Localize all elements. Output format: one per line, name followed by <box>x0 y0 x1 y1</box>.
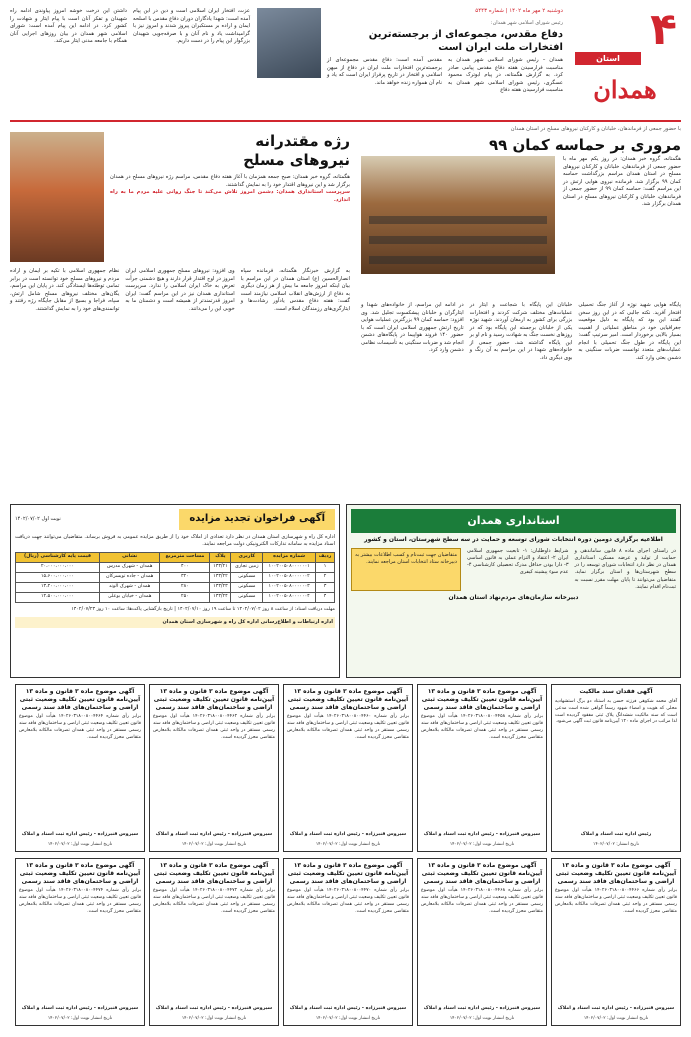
auction-cell: ۳۲۰ <box>160 572 210 582</box>
auction-footer: اداره ارتباطات و اطلاع‌رسانی اداره کل راه و شهرسازی استان همدان <box>15 617 335 628</box>
auction-row <box>16 592 335 602</box>
auction-cell: ۱۰۰۲۰۰۵۰۸۰۰۰۰۰۰۱ <box>263 562 316 572</box>
story-b-lead-block <box>110 174 350 204</box>
legal-notice <box>551 858 681 1026</box>
notice-signature: سیروس قنبرزاده - رئیس اداره ثبت اسناد و املاک <box>557 1006 675 1012</box>
auction-cell: ۱۵،۶۰۰،۰۰۰،۰۰۰ <box>16 572 100 582</box>
notice-title: آگهی موضوع ماده ۳ قانون و ماده ۱۳ آیین‌نامه قانون تعیین تکلیف وضعیت ثبتی اراضی و ساختمان‌های فاقد سند رسمی <box>555 862 677 885</box>
notice-text: برابر رأی شماره ۱۴۰۲۶۰۳۱۸۰۰۸۰۰۴۴۶۲ هیأت اول موضوع قانون تعیین تکلیف وضعیت ثبتی اراضی و ساختمان‌های فاقد سند رسمی مستقر در واحد ثبتی همدان تصرفات مالکانه بلامعارض متقاضی محرز گردیده است. <box>152 714 275 741</box>
governorate-ad <box>346 504 681 678</box>
notice-title: آگهی موضوع ماده ۳ قانون و ماده ۱۳ آیین‌نامه قانون تعیین تکلیف وضعیت ثبتی اراضی و ساختمان‌های فاقد سند رسمی <box>287 688 409 711</box>
auction-cell: همدان - جاده تویسرکان <box>99 572 159 582</box>
auction-cell: ۲۸۰ <box>160 582 210 592</box>
legal-notice <box>551 684 681 852</box>
auction-row <box>16 582 335 592</box>
notice-title: آگهی موضوع ماده ۳ قانون و ماده ۱۳ آیین‌نامه قانون تعیین تکلیف وضعیت ثبتی اراضی و ساختمان‌های فاقد سند رسمی <box>19 862 141 885</box>
story-a-subtitle: با حضور جمعی از فرماندهان، خلبانان و کارکنان نیروهای مسلح در استان همدان <box>510 126 681 132</box>
auction-title: آگهی فراخوان تجدید مزایده <box>179 509 335 530</box>
page-number: ۴ <box>650 4 677 55</box>
auction-ad <box>10 504 340 678</box>
story-a-photo <box>361 156 555 274</box>
notice-signature: سیروس قنبرزاده - رئیس اداره ثبت اسناد و املاک <box>289 832 407 838</box>
top-story-col1: همدان – رئیس شورای اسلامی شهر همدان به مناسبت فرارسیدن هفته دفاع مقدس پیامی صادر کرد. به گزارش هگمتانه، در پیام ابوترک محمود عسگری، رئیس شورای اسلامی شهر همدان به مناسبت فرارسیدن هفته دفاع <box>448 57 563 94</box>
notice-date: تاریخ انتشار نوبت اول: ۱۴۰۲/۰۷/۰۲ <box>583 1015 649 1021</box>
top-story-title: دفاع مقدس، مجموعه‌ای از برجسته‌ترین افتخارات ملت ایران است <box>368 29 563 53</box>
story-b-title-line1: رژه مقتدرانه <box>255 132 350 150</box>
auction-intro: اداره کل راه و شهرسازی استان همدان در نظر دارد تعدادی از املاک خود را از طریق مزایده عمومی به فروش برساند. متقاضیان می‌توانند جهت دریافت اسناد مزایده به سامانه تدارکات الکترونیکی دولت مراجعه نمایند. <box>15 533 335 547</box>
top-story <box>327 20 563 95</box>
notice-text: برابر رأی شماره ۱۴۰۲۶۰۳۱۸۰۰۸۰۰۴۴۷۴ هیأت اول موضوع قانون تعیین تکلیف وضعیت ثبتی اراضی و ساختمان‌های فاقد سند رسمی مستقر در واحد ثبتی همدان تصرفات مالکانه بلامعارض متقاضی محرز گردیده است. <box>18 888 141 915</box>
notice-date: تاریخ انتشار نوبت اول: ۱۴۰۲/۰۷/۰۲ <box>181 841 247 847</box>
governorate-subband: اطلاعیه برگزاری دومین دوره انتخابات شورای توسعه و حمایت در سه سطح شهرستان، استان و کشور <box>364 535 663 543</box>
auction-cell: ۴ <box>316 592 335 602</box>
story-a-col3: در ادامه این مراسم، از خانواده‌های شهدا و ایثارگران و خلبانان پیشکسوت تجلیل شد. وی افزود: حماسه کمان ۹۹ بزرگترین عملیات هوایی تاریخ ارتش جمهوری اسلامی ایران است که با حضور ۱۴۰ فروند هواپیما در پایگاه‌های دشمن انجام شد و ضربات سنگینی به تأسیسات نظامی دشمن وارد کرد. <box>360 302 464 354</box>
auction-issue: نوبت اول ۱۴۰۲/۰۷/۰۲ <box>15 515 61 522</box>
notice-signature: سیروس قنبرزاده - رئیس اداره ثبت اسناد و املاک <box>423 832 541 838</box>
notice-date: تاریخ انتشار نوبت اول: ۱۴۰۲/۰۷/۰۲ <box>47 841 113 847</box>
auction-cell: ۱۰۰۲۰۰۵۰۸۰۰۰۰۰۰۴ <box>263 592 316 602</box>
auction-header-cell: مساحت مترمربع <box>160 553 210 563</box>
page-logo-block <box>571 6 681 118</box>
main-stories <box>10 126 681 498</box>
notices-grid <box>10 684 681 1030</box>
legal-notice <box>283 684 413 852</box>
masthead <box>10 6 681 118</box>
top-story-kicker: رئیس شورای اسلامی شهر همدان: <box>490 20 563 26</box>
top-left-col1: عزت، افتخار ایران اسلامی است و دین در این پیام آمده است: شهدا یادگاران دوران دفاع مقدس با اسلحه ایمان و اراده بر مستکبران پیروز شدند و امروز نیز با گرامیداشت یاد و نام آنان و با صرفه‌جویی شهیدان بزرگوار این پیام را در دست داریم. <box>133 8 250 45</box>
auction-header-cell: پلاک <box>210 553 231 563</box>
top-left-col2: داشتن این درخت خوشه امروز پیاوندی ادامه راه شهیدان و تفکر آنان است با پیام ایثار و شهادت را کشور کرد. در ادامه این پیام آمده است: شورای اسلامی شهر همدان در بیان روزهای اجرایی آنان همگام با جامعه مدنی ایثار می‌کند. <box>10 8 127 45</box>
notice-date: تاریخ انتشار نوبت اول: ۱۴۰۲/۰۷/۰۲ <box>449 841 515 847</box>
auction-header-cell: قیمت پایه کارشناسی (ریال) <box>16 553 100 563</box>
governorate-footer: دبیرخانه سازمان‌های مردم‌نهاد استان همدان <box>448 594 579 602</box>
auction-header-cell: کاربری <box>231 553 263 563</box>
notice-signature: سیروس قنبرزاده - رئیس اداره ثبت اسناد و املاک <box>423 1006 541 1012</box>
story-b-photo <box>10 132 104 262</box>
auction-cell: همدان - خیابان بوعلی <box>99 592 159 602</box>
auction-cell: زمین تجاری <box>231 562 263 572</box>
story-b-title <box>110 132 350 170</box>
auction-cell: مسکونی <box>231 572 263 582</box>
governorate-inset: متقاضیان جهت ثبت‌نام و کسب اطلاعات بیشتر به دبیرخانه ستاد انتخابات استان مراجعه نمایند. <box>351 548 461 592</box>
legal-notice <box>283 858 413 1026</box>
auction-cell: ۱۳،۲۰۰،۰۰۰،۰۰۰ <box>16 582 100 592</box>
legal-notice <box>15 858 145 1026</box>
notice-date: تاریخ انتشار نوبت اول: ۱۴۰۲/۰۷/۰۲ <box>181 1015 247 1021</box>
notice-text: آقای محمد شکوهی فرزند حسن به استناد دو برگ استشهادیه محلی که هویت و امضاء شهود رسماً گواهی شده است مدعی است که سند مالکیت ششدانگ پلاک ثبتی مفقود گردیده است لذا مراتب در اجرای ماده ۱۲۰ آیین‌نامه قانون ثبت آگهی می‌شود. <box>555 698 677 725</box>
story-b-col3: نظام جمهوری اسلامی با تکیه بر ایمان و اراده مردم و نیروهای مسلح خود توانسته است در برابر تمامی توطئه‌ها ایستادگی کند. در پایان این مراسم، یگان‌های مختلف نیروهای مسلح شامل ارتش، سپاه، فراجا و بسیج از مقابل جایگاه رژه رفتند و توانمندی‌های خود را به نمایش گذاشتند. <box>10 268 120 312</box>
auction-cell: مسکونی <box>231 582 263 592</box>
notice-signature: سیروس قنبرزاده - رئیس اداره ثبت اسناد و املاک <box>155 832 273 838</box>
auction-cell: ۱۴۳/۲۳ <box>210 582 231 592</box>
legal-notice <box>149 858 279 1026</box>
story-b-lead: هگمتانه، گروه خبر همدان: صبح جمعه همزمان با آغاز هفته دفاع مقدس، مراسم رژه نیروهای مسلح در همدان برگزار شد و این نیروهای اقتدار خود را به نمایش گذاشتند. <box>110 174 350 188</box>
notice-signature: سیروس قنبرزاده - رئیس اداره ثبت اسناد و املاک <box>21 1006 139 1012</box>
notice-signature: سیروس قنبرزاده - رئیس اداره ثبت اسناد و املاک <box>21 832 139 838</box>
auction-cell: ۲ <box>316 572 335 582</box>
story-b-title-line2: نیروهای مسلح <box>243 150 350 169</box>
issue-line: دوشنبه ۲ مهر ماه ۱۴۰۲ | شماره ۵۴۴۳ <box>475 8 563 14</box>
masthead-divider <box>10 120 681 122</box>
notice-signature: سیروس قنبرزاده - رئیس اداره ثبت اسناد و املاک <box>155 1006 273 1012</box>
legal-notice <box>149 684 279 852</box>
auction-cell: ۱ <box>316 562 335 572</box>
legal-notice <box>417 684 547 852</box>
story-b-col1: به گزارش خبرنگار هگمتانه، فرمانده سپاه انصارالحسین (ع) استان همدان در این مراسم با بیان اینکه امروز جامعه ما بیش از هر زمان دیگری به دفاع از ارزش‌های انقلاب اسلامی نیازمند است گفت: هفته دفاع مقدس یادآور رشادت‌ها و ایثارگری‌های رزمندگان اسلام است. <box>240 268 350 312</box>
notice-date: تاریخ انتشار نوبت اول: ۱۴۰۲/۰۷/۰۲ <box>315 841 381 847</box>
auction-table <box>15 552 335 603</box>
top-photo <box>257 8 321 78</box>
story-b-highlight: سرپرست استانداری همدان: دشمن امروز تلاش می‌کند تا جنگ روانی علیه مردم ما به راه اندازد. <box>110 189 350 203</box>
auction-cell: ۱۴۳/۲۴ <box>210 592 231 602</box>
notice-date: تاریخ انتشار نوبت اول: ۱۴۰۲/۰۷/۰۲ <box>47 1015 113 1021</box>
auction-cell: ۳ <box>316 582 335 592</box>
auction-cell: ۱۴۳/۲۱ <box>210 562 231 572</box>
top-left-story <box>10 8 250 46</box>
notice-title: آگهی فقدان سند مالکیت <box>579 688 653 695</box>
notice-title: آگهی موضوع ماده ۳ قانون و ماده ۱۳ آیین‌نامه قانون تعیین تکلیف وضعیت ثبتی اراضی و ساختمان‌های فاقد سند رسمی <box>153 688 275 711</box>
section-tag: استان <box>575 52 641 65</box>
notice-text: برابر رأی شماره ۱۴۰۲۶۰۳۱۸۰۰۸۰۰۴۴۶۸ هیأت اول موضوع قانون تعیین تکلیف وضعیت ثبتی اراضی و ساختمان‌های فاقد سند رسمی مستقر در واحد ثبتی همدان تصرفات مالکانه بلامعارض متقاضی محرز گردیده است. <box>420 888 543 915</box>
story-b-body <box>10 268 350 494</box>
notice-text: برابر رأی شماره ۱۴۰۲۶۰۳۱۸۰۰۸۰۰۴۴۶۶ هیأت اول موضوع قانون تعیین تکلیف وضعیت ثبتی اراضی و ساختمان‌های فاقد سند رسمی مستقر در واحد ثبتی همدان تصرفات مالکانه بلامعارض متقاضی محرز گردیده است. <box>554 888 677 915</box>
auction-header-cell: شماره مزایده <box>263 553 316 563</box>
story-a-title: مروری بر حماسه کمان ۹۹ <box>488 136 681 154</box>
story-a-col2: خلبانان این پایگاه با شجاعت و ایثار در عملیات‌های مختلف شرکت کردند و افتخارات بزرگی برای کشور به ارمغان آوردند. شهید نوژه یکی از خلبانان برجسته این پایگاه بود که در روزهای نخست جنگ به شهادت رسید و نام او بر این پایگاه گذاشته شد. حضور جمعی از خانواده‌های شهدا در این مراسم به آن رنگ و بوی دیگری داد. <box>469 302 573 361</box>
auction-cell: ۴۰۰ <box>160 562 210 572</box>
story-a-col1: پایگاه هوایی شهید نوژه از آغاز جنگ تحمیلی افتخار آفرید. نکته جالبی که در این روز سخن گفتند این بود که پایگاه به دلیل موقعیت جغرافیایی خود در مناطق عملیاتی از اهمیت بسیار بالایی برخوردار است. امیر سرتیپ گفت: این پایگاه در طول جنگ تحمیلی با انجام عملیات‌های متعدد توانست ضربات سنگینی به دشمن بعثی وارد کند. <box>578 302 681 361</box>
ads-row <box>10 504 681 678</box>
auction-cell: ۲۵۰ <box>160 592 210 602</box>
notice-text: برابر رأی شماره ۱۴۰۲۶۰۳۱۸۰۰۸۰۰۴۴۶۰ هیأت اول موضوع قانون تعیین تکلیف وضعیت ثبتی اراضی و ساختمان‌های فاقد سند رسمی مستقر در واحد ثبتی همدان تصرفات مالکانه بلامعارض متقاضی محرز گردیده است. <box>286 714 409 741</box>
auction-row <box>16 562 335 572</box>
auction-cell: همدان - شهرک الوند <box>99 582 159 592</box>
governorate-col1: در راستای اجرای ماده ۸ قانون ساماندهی و حمایت از تولید و عرضه مسکن، استانداری همدان در نظر دارد انتخابات شورای توسعه را در سطح شهرستان‌ها و استان برگزار نماید. متقاضیان می‌توانند تا پایان مهلت مقرر نسبت به ثبت‌نام اقدام نمایند. <box>574 547 677 590</box>
notice-title: آگهی موضوع ماده ۳ قانون و ماده ۱۳ آیین‌نامه قانون تعیین تکلیف وضعیت ثبتی اراضی و ساختمان‌های فاقد سند رسمی <box>421 688 543 711</box>
auction-cell: ۲۰،۰۰۰،۰۰۰،۰۰۰ <box>16 562 100 572</box>
notice-date: تاریخ انتشار: ۱۴۰۲/۰۷/۰۲ <box>593 841 639 847</box>
notice-date: تاریخ انتشار نوبت اول: ۱۴۰۲/۰۷/۰۲ <box>315 1015 381 1021</box>
notice-date: تاریخ انتشار نوبت اول: ۱۴۰۲/۰۷/۰۲ <box>449 1015 515 1021</box>
auction-cell: ۱۲،۵۰۰،۰۰۰،۰۰۰ <box>16 592 100 602</box>
notice-title: آگهی موضوع ماده ۳ قانون و ماده ۱۳ آیین‌نامه قانون تعیین تکلیف وضعیت ثبتی اراضی و ساختمان‌های فاقد سند رسمی <box>421 862 543 885</box>
auction-cell: همدان - شهرک مدرس <box>99 562 159 572</box>
auction-notes: مهلت دریافت اسناد: از ساعت ۸ روز ۱۴۰۲/۰۷/۰۲ تا ساعت ۱۹ روز ۱۴۰۲/۰۷/۱۰ | تاریخ بازگشایی پاکت‌ها: ساعت ۱۰ روز ۱۴۰۲/۰۷/۲۳ <box>71 606 335 612</box>
notice-title: آگهی موضوع ماده ۳ قانون و ماده ۱۳ آیین‌نامه قانون تعیین تکلیف وضعیت ثبتی اراضی و ساختمان‌های فاقد سند رسمی <box>153 862 275 885</box>
governorate-col2: شرایط داوطلبان: ۱- تابعیت جمهوری اسلامی ایران ۲- اعتقاد و التزام عملی به قانون اساسی ۳- دارا بودن حداقل مدرک تحصیلی کارشناسی ۴- عدم سوء پیشینه کیفری <box>467 547 569 576</box>
legal-notice <box>417 858 547 1026</box>
auction-cell: ۱۴۳/۲۲ <box>210 572 231 582</box>
notice-title: آگهی موضوع ماده ۳ قانون و ماده ۱۳ آیین‌نامه قانون تعیین تکلیف وضعیت ثبتی اراضی و ساختمان‌های فاقد سند رسمی <box>19 688 141 711</box>
story-b-col2: وی افزود: نیروهای مسلح جمهوری اسلامی ایران امروز در اوج اقتدار قرار دارند و هیچ دشمنی جرأت تعرض به خاک ایران اسلامی را ندارد. سرپرست استانداری همدان نیز در این مراسم گفت: ایران امروز قدرتمندتر از همیشه است و دشمنان ما به خوبی این را می‌دانند. <box>125 268 235 312</box>
top-story-col2: مقدس آمده است: دفاع مقدس مجموعه‌ای از برجسته‌ترین افتخارات ملت ایران در دفاع از میهن اسلامی و افتخار در تاریخ پرفراز ایران است که یاد و نام آن همواره زنده خواهد ماند. <box>327 57 442 86</box>
story-a-lead: هگمتانه، گروه خبر همدان: در روز یکم مهر ماه با حضور جمعی از فرماندهان، خلبانان و کارکنان نیروهای مسلح در استان همدان مراسم بزرگداشت حماسه کمان ۹۹ برگزار شد. فرمانده نیروی هوایی ارتش در این مراسم گفت: حماسه کمان ۹۹ از حضور جمعی از فرماندهان، خلبانان و کارکنان نیروهای مسلح در استان همدان برگزار شد. <box>563 156 682 208</box>
notice-title: آگهی موضوع ماده ۳ قانون و ماده ۱۳ آیین‌نامه قانون تعیین تکلیف وضعیت ثبتی اراضی و ساختمان‌های فاقد سند رسمی <box>287 862 409 885</box>
notice-signature: رئیس اداره ثبت اسناد و املاک <box>580 832 652 838</box>
auction-header-cell: نشانی <box>99 553 159 563</box>
notice-text: برابر رأی شماره ۱۴۰۲۶۰۳۱۸۰۰۸۰۰۴۴۵۸ هیأت اول موضوع قانون تعیین تکلیف وضعیت ثبتی اراضی و ساختمان‌های فاقد سند رسمی مستقر در واحد ثبتی همدان تصرفات مالکانه بلامعارض متقاضی محرز گردیده است. <box>420 714 543 741</box>
auction-cell: ۱۰۰۲۰۰۵۰۸۰۰۰۰۰۰۲ <box>263 572 316 582</box>
story-a-body <box>361 302 681 492</box>
notice-text: برابر رأی شماره ۱۴۰۲۶۰۳۱۸۰۰۸۰۰۴۴۷۰ هیأت اول موضوع قانون تعیین تکلیف وضعیت ثبتی اراضی و ساختمان‌های فاقد سند رسمی مستقر در واحد ثبتی همدان تصرفات مالکانه بلامعارض متقاضی محرز گردیده است. <box>286 888 409 915</box>
brand-logo: همدان <box>593 75 657 104</box>
notice-text: برابر رأی شماره ۱۴۰۲۶۰۳۱۸۰۰۸۰۰۴۴۶۴ هیأت اول موضوع قانون تعیین تکلیف وضعیت ثبتی اراضی و ساختمان‌های فاقد سند رسمی مستقر در واحد ثبتی همدان تصرفات مالکانه بلامعارض متقاضی محرز گردیده است. <box>18 714 141 741</box>
notice-text: برابر رأی شماره ۱۴۰۲۶۰۳۱۸۰۰۸۰۰۴۴۷۲ هیأت اول موضوع قانون تعیین تکلیف وضعیت ثبتی اراضی و ساختمان‌های فاقد سند رسمی مستقر در واحد ثبتی همدان تصرفات مالکانه بلامعارض متقاضی محرز گردیده است. <box>152 888 275 915</box>
auction-cell: مسکونی <box>231 592 263 602</box>
governorate-band: استانداری همدان <box>351 509 676 533</box>
notice-signature: سیروس قنبرزاده - رئیس اداره ثبت اسناد و املاک <box>289 1006 407 1012</box>
legal-notice <box>15 684 145 852</box>
auction-row <box>16 572 335 582</box>
auction-header-cell: ردیف <box>316 553 335 563</box>
auction-cell: ۱۰۰۲۰۰۵۰۸۰۰۰۰۰۰۳ <box>263 582 316 592</box>
